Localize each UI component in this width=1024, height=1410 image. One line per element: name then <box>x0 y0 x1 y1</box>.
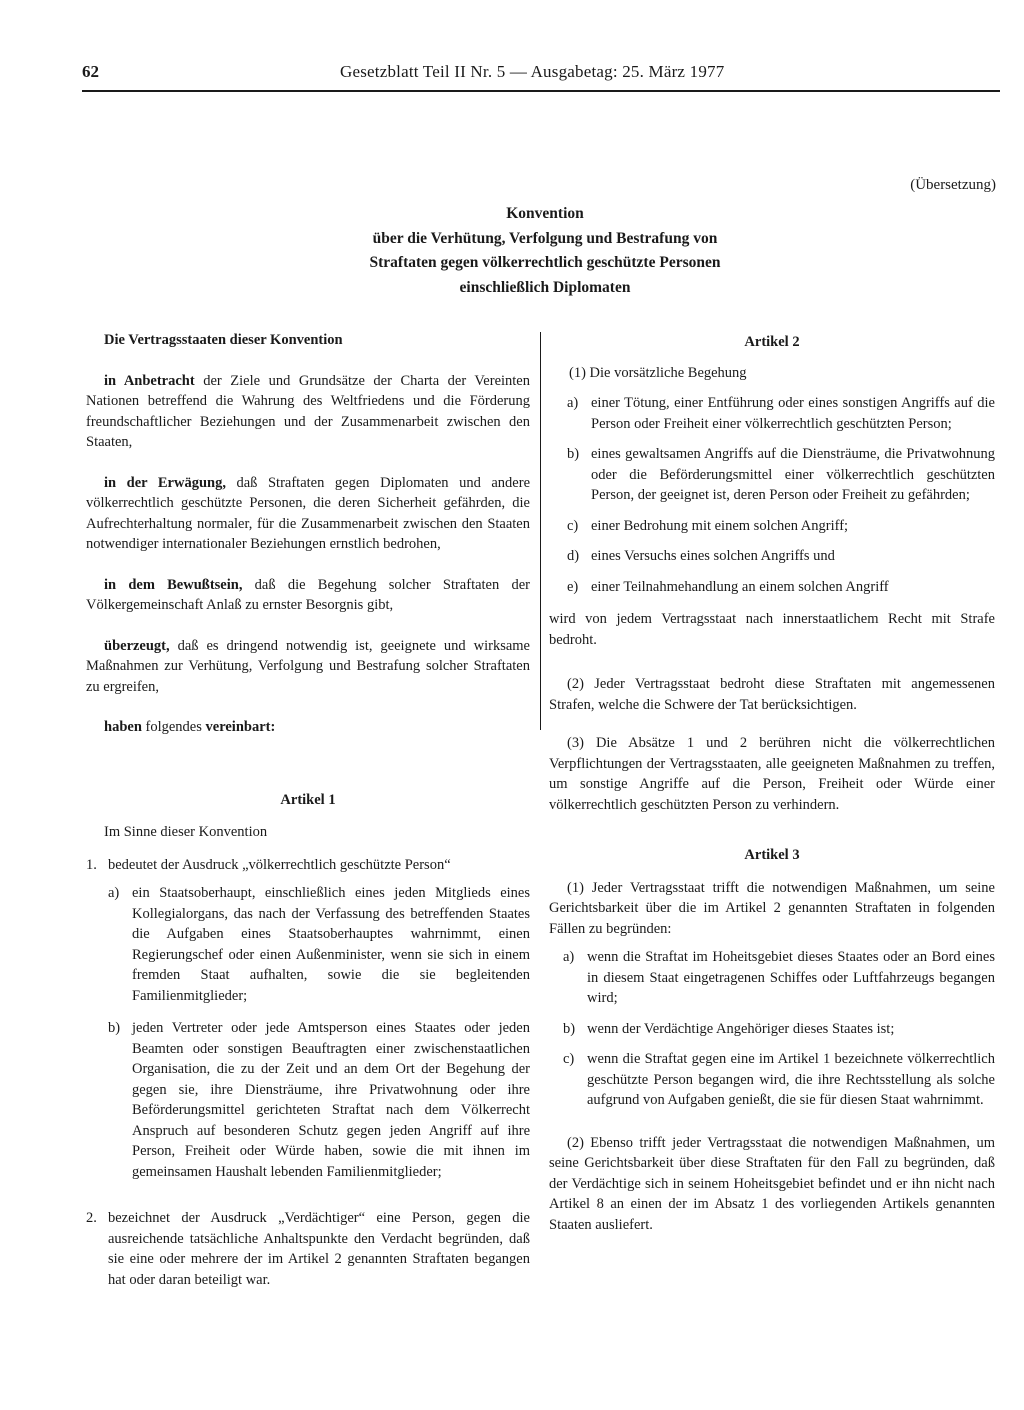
agreement-clause <box>86 717 530 738</box>
article-3-item-b-text: wenn der Verdächtige Angehöriger dieses Staates ist; <box>587 1020 895 1037</box>
article-1-item-2-label: 2. <box>86 1210 97 1226</box>
recital-4-lead: überzeugt, <box>104 637 170 654</box>
recital-4-text: daß es dringend notwendig ist, geeignete und wirksame Maßnahmen zur Verhütung, Verfolgung und Bestrafung solcher Straftaten zu ergreifen, <box>86 637 530 695</box>
recital-2 <box>86 473 530 555</box>
article-2-item-e-text: einer Teilnahmehandlung an einem solchen Angriff <box>591 578 889 595</box>
recital-1-text: der Ziele und Grundsätze der Charta der Vereinten Nationen betreffend die Wahrung des Weltfriedens und die Förderung freundschaftlicher Beziehungen und der Zusammenarbeit zwischen den Staaten, <box>86 372 530 450</box>
article-3-para-1-intro: (1) Jeder Vertragsstaat trifft die notwendigen Maßnahmen, um seine Gerichtsbarkeit über die im Artikel 2 genannten Straftaten in folgenden Fällen zu begründen: <box>549 879 995 937</box>
article-1-item-1b <box>108 1018 530 1182</box>
recital-3 <box>86 575 530 616</box>
recital-1 <box>86 371 530 453</box>
column-divider <box>540 332 541 730</box>
document-title-line-4: einschließlich Diplomaten <box>459 278 631 296</box>
article-3-item-c-text: wenn die Straftat gegen eine im Artikel 1 bezeichnete völkerrechtlich geschützte Person begangen wird, die ihre Rechtsstellung als solche aufgrund von Aufgaben genießt, die sie für diesen Staat wahrnimmt. <box>587 1051 995 1108</box>
recital-3-lead: in dem Bewußtsein, <box>104 576 243 593</box>
recital-3-text: daß die Begehung solcher Straftaten der Völkergemeinschaft Anlaß zu ernster Besorgnis gibt, <box>86 576 530 613</box>
translation-note: (Übersetzung) <box>910 177 996 193</box>
article-1-intro: Im Sinne dieser Konvention <box>104 824 268 840</box>
document-title-line-2: über die Verhütung, Verfolgung und Bestrafung von <box>372 229 718 247</box>
article-1-item-2-text: bezeichnet der Ausdruck „Verdächtiger“ eine Person, gegen die ausreichende tatsächliche Anhaltspunkte den Verdacht begründen, daß sie eine oder mehrere der im Artikel 2 genannten Straftaten begangen hat oder daran beteiligt war. <box>108 1210 530 1288</box>
document-title-line-1: Konvention <box>506 205 584 222</box>
document-title <box>290 202 800 300</box>
article-2-item-a-text: einer Tötung, einer Entführung oder eines sonstigen Angriffs auf die Person oder Freiheit einer völkerrechtlich geschützten Person; <box>591 395 995 432</box>
article-3-item-a <box>563 947 995 1009</box>
article-1-item-1b-text: jeden Vertreter oder jede Amtsperson eines Staates oder jeden Beamten oder sonstigen Beauftragten einer zwischenstaatlichen Organisation, die zu der Zeit und an dem Ort der Begehung der gegen sie, ihre Diensträume, ihre Privatwohnung oder ihre Beförderungsmittel gerichteten Straftat nach dem Völkerrecht Anspruch auf besonderen Schutz gegen jeden Angriff auf ihre Person, Freiheit oder Würde haben, sowie die mit ihnen im gemeinsamen Haushalt lebenden Familienmitglieder; <box>132 1020 530 1180</box>
article-3-item-b-label: b) <box>563 1020 576 1037</box>
article-1-item-1-text: bedeutet der Ausdruck „völkerrechtlich geschützte Person“ <box>108 856 451 873</box>
article-1-item-1-label: 1. <box>86 856 97 873</box>
page-header <box>82 60 1000 92</box>
article-1-item-1a-text: ein Staatsoberhaupt, einschließlich eines jeden Mitglieds eines Kollegialorgans, das nach der Verfassung des betreffenden Staates die Aufgaben eines Staatsoberhauptes wahrnimmt, einen Regierungschef oder einen Außenminister, wenn sie sich in einem fremden Staat aufhalten, sowie die sie begleitenden Familienmitglieder; <box>132 885 530 1004</box>
document-title-line-3: Straftaten gegen völkerrechtlich geschützte Personen <box>369 254 721 271</box>
article-2-item-e <box>567 577 995 598</box>
article-1-item-1a-label: a) <box>108 885 120 901</box>
article-2-item-a <box>567 393 995 434</box>
article-1-item-1a <box>108 883 530 1006</box>
article-2-item-c <box>567 516 995 537</box>
article-2-item-d-label: d) <box>567 548 580 564</box>
article-3-item-a-text: wenn die Straftat im Hoheitsgebiet dieses Staates oder an Bord eines in diesem Staat eingetragenen Schiffes oder Luftfahrzeugs begangen wird; <box>587 949 995 1006</box>
article-2-item-c-label: c) <box>567 517 579 534</box>
article-1-item-1b-label: b) <box>108 1020 121 1036</box>
article-2-item-d-text: eines Versuchs eines solchen Angriffs und <box>591 548 835 564</box>
header-title: Gesetzblatt Teil II Nr. 5 — Ausgabetag: 25. März 1977 <box>340 62 725 81</box>
article-3-item-b <box>563 1019 995 1040</box>
recital-4 <box>86 636 530 698</box>
article-1-title: Artikel 1 <box>280 791 336 808</box>
agreement-end: vereinbart: <box>205 719 276 735</box>
article-2-item-a-label: a) <box>567 395 579 411</box>
page-number: 62 <box>82 62 99 81</box>
recital-2-lead: in der Erwägung, <box>104 474 226 491</box>
left-column <box>86 330 530 1290</box>
article-1-item-1 <box>86 855 530 876</box>
article-1-item-2 <box>86 1208 530 1290</box>
article-2-title: Artikel 2 <box>744 334 800 350</box>
agreement-mid: folgendes <box>141 719 206 735</box>
recital-1-lead: in Anbetracht <box>104 372 195 389</box>
recital-2-text: daß Straftaten gegen Diplomaten und andere völkerrechtlich geschützte Personen, die deren Sicherheit gefährden, die Aufrechterhaltung normaler, für die Zusammenarbeit zwischen den Staaten notwendiger internationaler Beziehungen ernstlich bedrohen, <box>86 474 530 552</box>
article-2-item-b-label: b) <box>567 446 580 462</box>
article-3-para-2: (2) Ebenso trifft jeder Vertragsstaat die notwendigen Maßnahmen, um seine Gerichtsbarkeit über diese Straftaten für den Fall zu begründen, daß der Verdächtige sich in seinem Hoheitsgebiet befindet und er ihn nicht nach Artikel 8 an einen der im Absatz 1 des vorliegenden Artikels genannten Staaten ausliefert. <box>549 1134 995 1233</box>
article-3-item-c-label: c) <box>563 1051 575 1067</box>
article-2-para-1-close: wird von jedem Vertragsstaat nach innerstaatlichem Recht mit Strafe bedroht. <box>549 611 995 648</box>
article-2-para-3: (3) Die Absätze 1 und 2 berühren nicht die völkerrechtlichen Verpflichtungen der Vertragsstaaten, alle geeigneten Maßnahmen zu treffen, um sonstige Angriffe auf die Person, Freiheit oder Würde einer völkerrechtlich geschützten Person zu verhindern. <box>549 735 995 813</box>
article-2-para-2: (2) Jeder Vertragsstaat bedroht diese Straftaten mit angemessenen Strafen, welche die Schwere der Tat berücksichtigen. <box>549 676 995 713</box>
article-2-item-b <box>567 444 995 506</box>
article-3-item-a-label: a) <box>563 949 575 965</box>
article-2-item-e-label: e) <box>567 578 579 595</box>
article-2-item-b-text: eines gewaltsamen Angriffs auf die Diensträume, die Privatwohnung oder die Beförderungsmittel einer völkerrechtlich geschützten Person, der geeignet ist, deren Person oder Freiheit zu gefährden; <box>591 446 995 503</box>
article-2-item-d <box>567 546 995 567</box>
article-3-title: Artikel 3 <box>744 847 800 863</box>
preamble-heading: Die Vertragsstaaten dieser Konvention <box>104 332 343 348</box>
article-2-para-1-intro: (1) Die vorsätzliche Begehung <box>569 364 747 381</box>
right-column <box>549 330 995 1235</box>
article-3-item-c <box>563 1049 995 1111</box>
agreement-lead: haben <box>104 719 142 735</box>
article-2-item-c-text: einer Bedrohung mit einem solchen Angriff; <box>591 517 849 534</box>
